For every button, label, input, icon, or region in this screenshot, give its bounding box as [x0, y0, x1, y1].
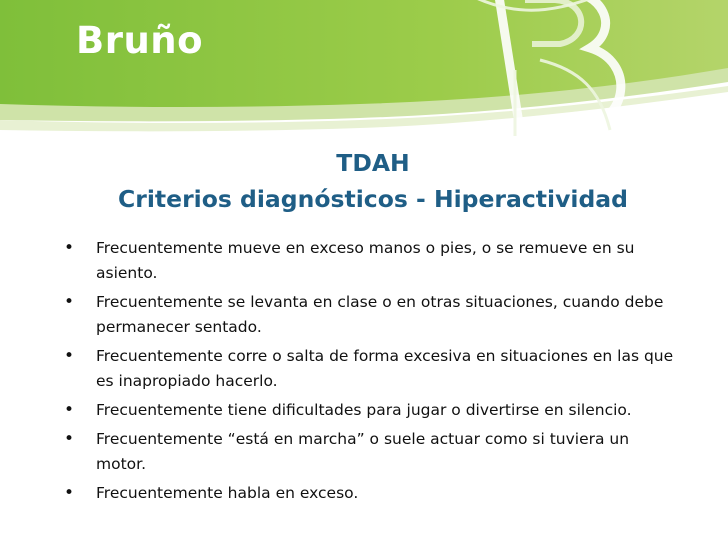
bruno-logo: Bruño [76, 19, 204, 62]
slide-title [0, 145, 728, 217]
bullet-icon: • [64, 400, 75, 420]
list-item-text: Frecuentemente tiene dificultades para jugar o divertirse en silencio. [96, 401, 632, 419]
list-item [64, 236, 680, 286]
criteria-list [64, 236, 680, 510]
list-item [64, 481, 680, 506]
list-item-text: Frecuentemente habla en exceso. [96, 484, 359, 502]
bullet-icon: • [64, 346, 75, 366]
list-item [64, 344, 680, 394]
list-item [64, 290, 680, 340]
list-item [64, 398, 680, 423]
title-line-2: Criterios diagnósticos - Hiperactividad [118, 185, 628, 213]
bullet-icon: • [64, 483, 75, 503]
title-line-1: TDAH [336, 149, 410, 177]
list-item-text: Frecuentemente corre o salta de forma excesiva en situaciones en las que es inapropiado hacerlo. [96, 347, 674, 390]
list-item-text: Frecuentemente se levanta en clase o en otras situaciones, cuando debe permanecer sentado. [96, 293, 664, 336]
bullet-icon: • [64, 238, 75, 258]
list-item-text: Frecuentemente mueve en exceso manos o pies, o se remueve en su asiento. [96, 239, 635, 282]
list-item [64, 427, 680, 477]
bullet-icon: • [64, 292, 75, 312]
list-item-text: Frecuentemente “está en marcha” o suele actuar como si tuviera un motor. [96, 430, 630, 473]
bullet-icon: • [64, 429, 75, 449]
